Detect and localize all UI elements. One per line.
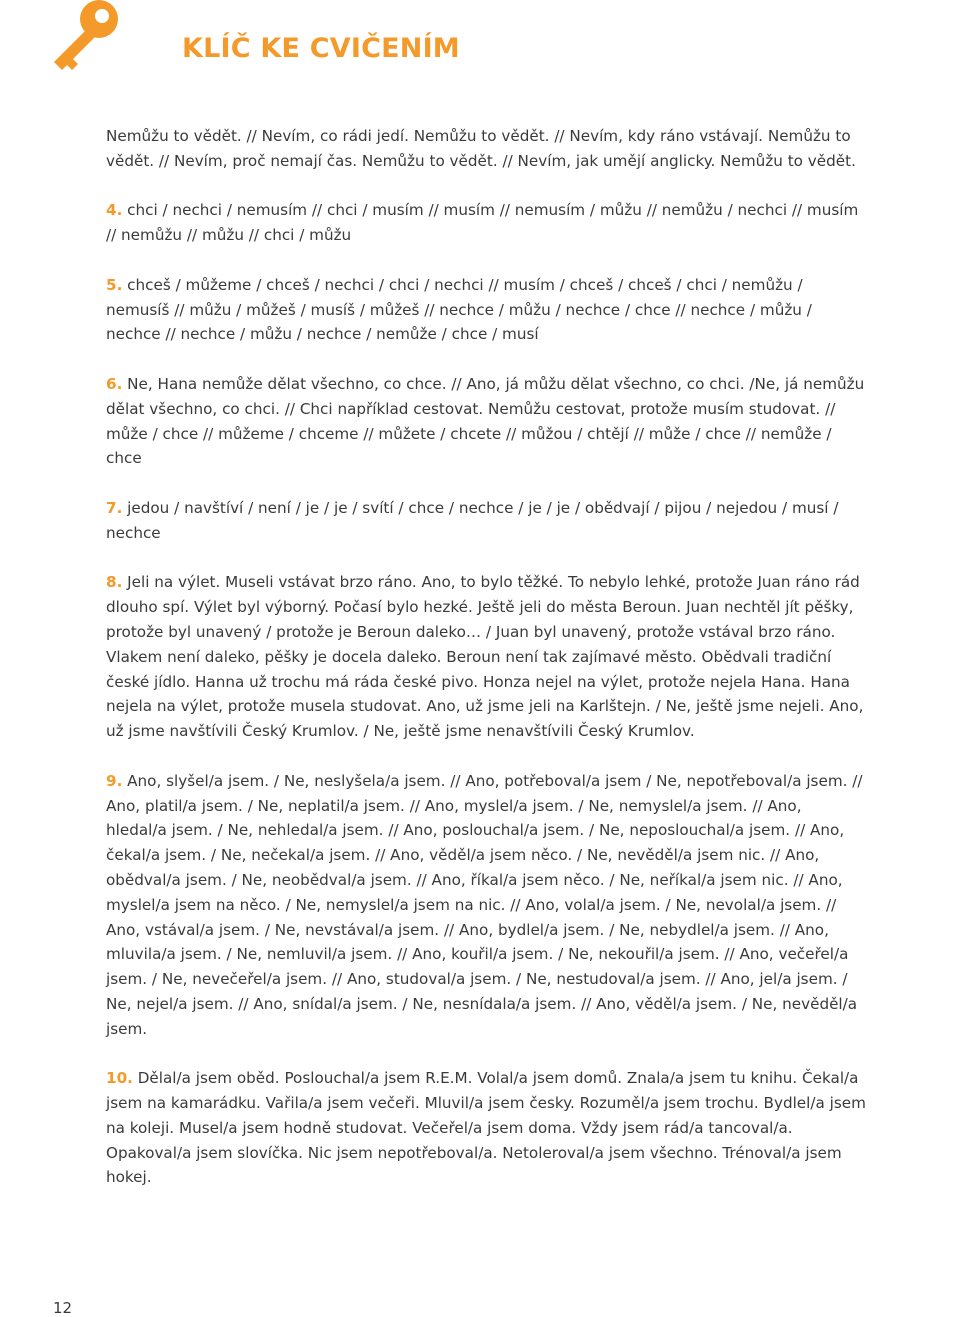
answer-block [106, 769, 866, 1042]
exercise-number: 7. [106, 498, 123, 517]
answer-text: Dělal/a jsem oběd. Poslouchal/a jsem R.E.M. Volal/a jsem domů. Znala/a jsem tu knihu. Čekal/a jsem na kamarádku. Vařila/a jsem večeři. Mluvil/a jsem česky. Rozuměl/a jsem trochu. Bydlel/a jsem na koleji. Musel/a jsem hodně studovat. Večeřel/a jsem doma. Vždy jsem rád/a tancoval/a. Opakoval/a jsem slovíčka. Nic jsem nepotřeboval/a. Netoleroval/a jsem všechno. Trénoval/a jsem hokej. [106, 1069, 866, 1187]
exercise-number: 8. [106, 573, 123, 592]
answer-text: chceš / můžeme / chceš / nechci / chci / nechci // musím / chceš / chceš / chci / nemůžu / nemusíš // můžu / můžeš / musíš / můžeš // nechce / můžu / nechce / chce // nechce / můžu / nechce // nechce / můžu / nechce / nemůže / chce / musí [106, 275, 812, 344]
answer-text: Ne, Hana nemůže dělat všechno, co chce. // Ano, já můžu dělat všechno, co chci. /Ne, já nemůžu dělat všechno, co chci. // Chci například cestovat. Nemůžu cestovat, protože musím studovat. // může / chce // můžeme / chceme // můžete / chcete // můžou / chtějí // může / chce // nemůže / chce [106, 374, 865, 468]
exercise-number: 4. [106, 201, 123, 220]
key-icon [44, 0, 124, 70]
answer-block [106, 198, 866, 248]
exercise-number: 5. [106, 275, 123, 294]
exercise-number: 10. [106, 1069, 133, 1088]
exercise-number: 6. [106, 374, 123, 393]
answer-block [106, 496, 866, 546]
answer-text: Ano, slyšel/a jsem. / Ne, neslyšela/a jsem. // Ano, potřeboval/a jsem / Ne, nepotřeboval/a jsem. // Ano, platil/a jsem. / Ne, neplatil/a jsem. // Ano, myslel/a jsem. / Ne, nemyslel/a jsem. // Ano, hledal/a jsem. / Ne, nehledal/a jsem. // Ano, poslouchal/a jsem. / Ne, neposlouchal/a jsem. // Ano, čekal/a jsem. / Ne, nečekal/a jsem. // Ano, věděl/a jsem něco. / Ne, nevěděl/a jsem nic. // Ano, obědval/a jsem. / Ne, neobědval/a jsem. // Ano, říkal/a jsem něco. / Ne, neříkal/a jsem nic. // Ano, myslel/a jsem na něco. / Ne, nemyslel/a jsem na nic. // Ano, volal/a jsem. / Ne, nevolal/a jsem. // Ano, vstával/a jsem. / Ne, nevstával/a jsem. // Ano, bydlel/a jsem. / Ne, nebydlel/a jsem. // Ano, mluvila/a jsem. / Ne, nemluvil/a jsem. // Ano, kouřil/a jsem. / Ne, nekouřil/a jsem. // Ano, večeřel/a jsem. / Ne, nevečeřel/a jsem. // Ano, studoval/a jsem. / Ne, nestudoval/a jsem. // Ano, jel/a jsem. / Ne, nejel/a jsem. // Ano, snídal/a jsem. / Ne, nesnídala/a jsem. // Ano, věděl/a jsem. / Ne, nevěděl/a jsem. [106, 771, 863, 1038]
page-number: 12 [53, 1299, 73, 1317]
answer-block [106, 273, 866, 347]
page-title: KLÍČ KE CVIČENÍM [182, 33, 460, 64]
answer-text: jedou / navštíví / není / je / je / svítí / chce / nechce / je / je / obědvají / pijou / nejedou / musí / nechce [106, 498, 839, 542]
answer-text: Nemůžu to vědět. // Nevím, co rádi jedí. Nemůžu to vědět. // Nevím, kdy ráno vstávají. Nemůžu to vědět. // Nevím, proč nemají čas. Nemůžu to vědět. // Nevím, jak umějí anglicky. Nemůžu to vědět. [106, 127, 856, 170]
answer-text: chci / nechci / nemusím // chci / musím // musím // nemusím / můžu // nemůžu / nechci // musím // nemůžu // můžu // chci / můžu [106, 201, 859, 245]
answer-block [106, 124, 866, 174]
exercise-number: 9. [106, 771, 123, 790]
answer-text: Jeli na výlet. Museli vstávat brzo ráno. Ano, to bylo těžké. To nebylo lehké, protože Juan ráno rád dlouho spí. Výlet byl výborný. Počasí bylo hezké. Ještě jeli do města Beroun. Juan nechtěl jít pěšky, protože byl unavený / protože je Beroun daleko… / Juan byl unavený, protože vstával brzo ráno. Vlakem není daleko, pěšky je docela daleko. Beroun není tak zajímavé město. Obědvali tradiční české jídlo. Hanna už trochu má ráda české pivo. Honza nejel na výlet, protože nejela Hana. Hana nejela na výlet, protože musela studovat. Ano, už jsme jeli na Karlštejn. / Ne, ještě jsme nejeli. Ano, už jsme navštívili Český Krumlov. / Ne, ještě jsme nenavštívili Český Krumlov. [106, 573, 864, 741]
answer-block [106, 372, 866, 471]
answer-block [106, 1066, 866, 1190]
answer-block [106, 570, 866, 744]
page-header [0, 0, 960, 90]
answer-key-content [106, 124, 866, 1215]
